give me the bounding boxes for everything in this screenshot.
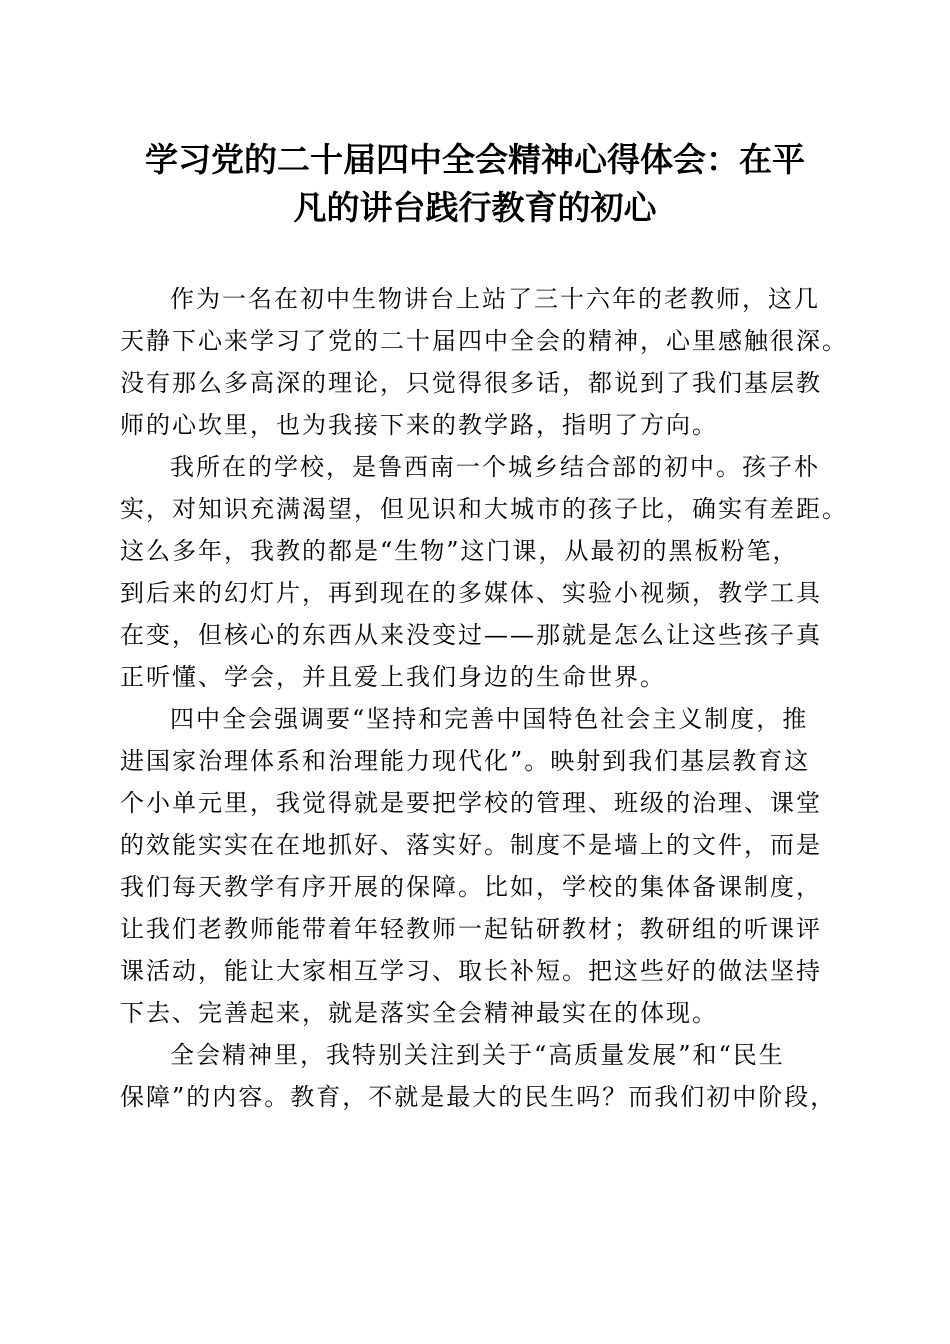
text-line: 个小单元里，我觉得就是要把学校的管理、班级的治理、课堂 (120, 789, 822, 817)
text-line: 没有那么多高深的理论，只觉得很多话，都说到了我们基层教 (120, 369, 822, 397)
text-line: 保障”的内容。教育，不就是最大的民生吗？而我们初中阶段， (120, 1083, 837, 1111)
text-line: 四中全会强调要“坚持和完善中国特色社会主义制度，推 (170, 705, 809, 733)
paragraph-3 (120, 698, 860, 1034)
title-line-2: 凡的讲台践行教育的初心 (293, 188, 657, 227)
text-line: 正听懂、学会，并且爱上我们身边的生命世界。 (120, 663, 666, 691)
text-line: 师的心坎里，也为我接下来的教学路，指明了方向。 (120, 411, 718, 439)
paragraph-1 (120, 278, 860, 446)
text-line: 到后来的幻灯片，再到现在的多媒体、实验小视频，教学工具 (120, 579, 822, 607)
text-line: 我们每天教学有序开展的保障。比如，学校的集体备课制度， (120, 873, 822, 901)
paragraph-4 (120, 1034, 860, 1118)
document-title (100, 136, 850, 232)
text-line: 下去、完善起来，就是落实全会精神最实在的体现。 (120, 999, 718, 1027)
text-line: 的效能实实在在地抓好、落实好。制度不是墙上的文件，而是 (120, 831, 822, 859)
paragraph-2 (120, 446, 860, 698)
title-line-1: 学习党的二十届四中全会精神心得体会：在平 (145, 140, 805, 179)
text-line: 让我们老教师能带着年轻教师一起钻研教材；教研组的听课评 (120, 915, 822, 943)
text-line: 全会精神里，我特别关注到关于“高质量发展”和“民生 (170, 1041, 785, 1069)
text-line: 在变，但核心的东西从来没变过——那就是怎么让这些孩子真 (120, 621, 822, 649)
text-line: 实，对知识充满渴望，但见识和大城市的孩子比，确实有差距。 (120, 495, 848, 523)
text-line: 作为一名在初中生物讲台上站了三十六年的老教师，这几 (170, 285, 820, 313)
text-line: 进国家治理体系和治理能力现代化”。映射到我们基层教育这 (120, 747, 811, 775)
text-line: 天静下心来学习了党的二十届四中全会的精神，心里感触很深。 (120, 327, 848, 355)
text-line: 课活动，能让大家相互学习、取长补短。把这些好的做法坚持 (120, 957, 822, 985)
text-line: 我所在的学校，是鲁西南一个城乡结合部的初中。孩子朴 (170, 453, 820, 481)
document-body (120, 278, 860, 1118)
text-line: 这么多年，我教的都是“生物”这门课，从最初的黑板粉笔， (120, 537, 799, 565)
